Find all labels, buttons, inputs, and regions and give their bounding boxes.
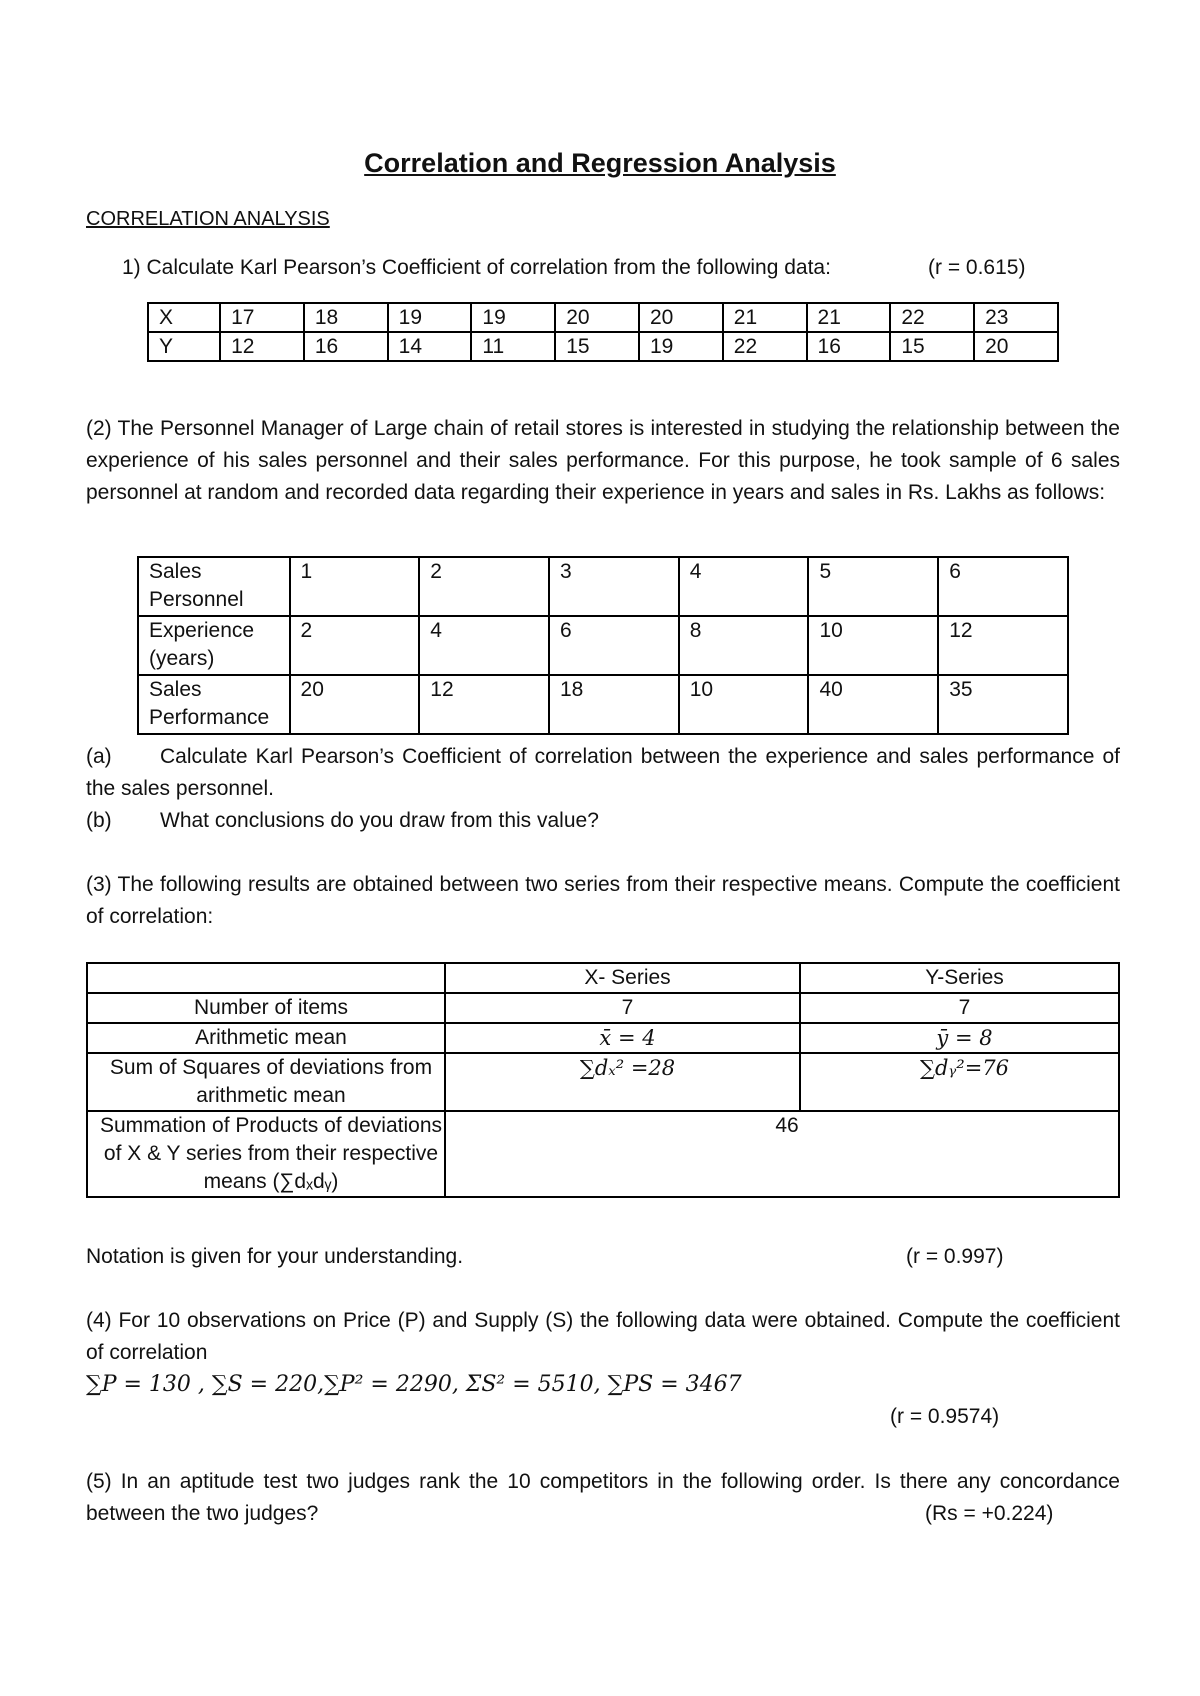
q5-answer: (Rs = +0.224) [925, 1502, 1054, 1525]
table-cell: 12 [419, 675, 549, 734]
table-cell: 22 [723, 332, 807, 361]
table-cell: 19 [639, 332, 723, 361]
table-row-header: Sales Performance [138, 675, 290, 734]
q3-row-label: Number of items [87, 993, 445, 1023]
table-row [87, 1111, 1119, 1197]
q5-text: (5) In an aptitude test two judges rank the 10 competitors in the following order. Is there any concordance between the two judges? [86, 1470, 1120, 1525]
table-cell: 1 [290, 557, 420, 616]
q3-header-y: Y-Series [800, 963, 1119, 993]
table-cell: 18 [549, 675, 679, 734]
table-cell: 10 [679, 675, 809, 734]
table-cell: 10 [808, 616, 938, 675]
q3-cell-y: ȳ = 8 [800, 1023, 1119, 1053]
q3-cell-y: ∑dᵧ²=76 [800, 1053, 1119, 1111]
table-cell: 8 [679, 616, 809, 675]
table-cell: 16 [304, 332, 388, 361]
q3-cell-x: 7 [445, 993, 800, 1023]
q1-answer: (r = 0.615) [928, 256, 1026, 279]
table-cell: 16 [807, 332, 891, 361]
table-row-header: Sales Personnel [138, 557, 290, 616]
table-cell: 15 [890, 332, 974, 361]
q3-header-row [87, 963, 1119, 993]
table-cell: 22 [890, 303, 974, 332]
q2-b-text: What conclusions do you draw from this value? [160, 809, 599, 832]
table-row [87, 1053, 1119, 1111]
q3-note: Notation is given for your understanding. [86, 1245, 464, 1268]
table-cell: 21 [807, 303, 891, 332]
q4-answer: (r = 0.9574) [890, 1405, 1000, 1428]
q2-text: (2) The Personnel Manager of Large chain of retail stores is interested in studying the relationship between the experience of his sales personnel and their sales performance. For this purpose, he took sample of 6 sales personnel at random and recorded data regarding their experience in years and sales in Rs. Lakhs as follows: [86, 417, 1120, 504]
q2-a-text: Calculate Karl Pearson’s Coefficient of correlation between the experience and sales performance of the sales personnel. [86, 745, 1120, 800]
q3-cell-y: 7 [800, 993, 1119, 1023]
table-row [148, 303, 1058, 332]
q3-product-label: Summation of Products of deviations of X & Y series from their respective means (∑dₓdᵧ) [87, 1111, 445, 1197]
q4-formula: ∑P = 130 , ∑S = 220,∑P² = 2290, ΣS² = 5510, ∑PS = 3467 [86, 1372, 742, 1397]
table-row [87, 993, 1119, 1023]
table-cell: 2 [419, 557, 549, 616]
table-cell: 4 [679, 557, 809, 616]
q1-text: 1) Calculate Karl Pearson’s Coefficient of correlation from the following data: [122, 256, 831, 279]
table-cell: 14 [388, 332, 472, 361]
page-title: Correlation and Regression Analysis [364, 148, 836, 178]
q3-product-value: 46 [445, 1111, 1119, 1197]
table-cell: 15 [555, 332, 639, 361]
section-heading: CORRELATION ANALYSIS [86, 208, 330, 230]
table-cell: 19 [388, 303, 472, 332]
table-cell: 2 [290, 616, 420, 675]
q4-text: (4) For 10 observations on Price (P) and Supply (S) the following data were obtained. Compute the coefficient of correlation [86, 1309, 1120, 1364]
q3-header-blank [87, 963, 445, 993]
table-cell: 5 [808, 557, 938, 616]
q3-header-x: X- Series [445, 963, 800, 993]
q3-results-table [86, 962, 1120, 1198]
table-cell: 17 [220, 303, 304, 332]
table-cell: 20 [290, 675, 420, 734]
q3-text: (3) The following results are obtained between two series from their respective means. Compute the coefficient of correlation: [86, 873, 1120, 928]
q2-a-label: (a) [86, 745, 112, 768]
table-row [87, 1023, 1119, 1053]
table-cell: 6 [549, 616, 679, 675]
q3-cell-x: ∑dₓ² =28 [445, 1053, 800, 1111]
table-row-header: X [148, 303, 220, 332]
q3-row-label: Arithmetic mean [87, 1023, 445, 1053]
table-cell: 35 [938, 675, 1068, 734]
q1-data-table [147, 302, 1059, 362]
table-row [138, 557, 1068, 616]
table-row-header: Y [148, 332, 220, 361]
table-cell: 40 [808, 675, 938, 734]
table-cell: 12 [220, 332, 304, 361]
q3-cell-x: x̄ = 4 [445, 1023, 800, 1053]
table-row [138, 675, 1068, 734]
table-cell: 3 [549, 557, 679, 616]
q3-answer: (r = 0.997) [906, 1245, 1004, 1268]
table-row [138, 616, 1068, 675]
table-cell: 12 [938, 616, 1068, 675]
table-cell: 20 [555, 303, 639, 332]
table-cell: 6 [938, 557, 1068, 616]
table-cell: 23 [974, 303, 1058, 332]
q2-data-table [137, 556, 1069, 735]
table-cell: 19 [471, 303, 555, 332]
table-row-header: Experience (years) [138, 616, 290, 675]
table-row [148, 332, 1058, 361]
table-cell: 11 [471, 332, 555, 361]
q2-b-label: (b) [86, 809, 112, 832]
table-cell: 21 [723, 303, 807, 332]
table-cell: 18 [304, 303, 388, 332]
table-cell: 20 [639, 303, 723, 332]
q3-row-label: Sum of Squares of deviations from arithmetic mean [87, 1053, 445, 1111]
table-cell: 20 [974, 332, 1058, 361]
table-cell: 4 [419, 616, 549, 675]
